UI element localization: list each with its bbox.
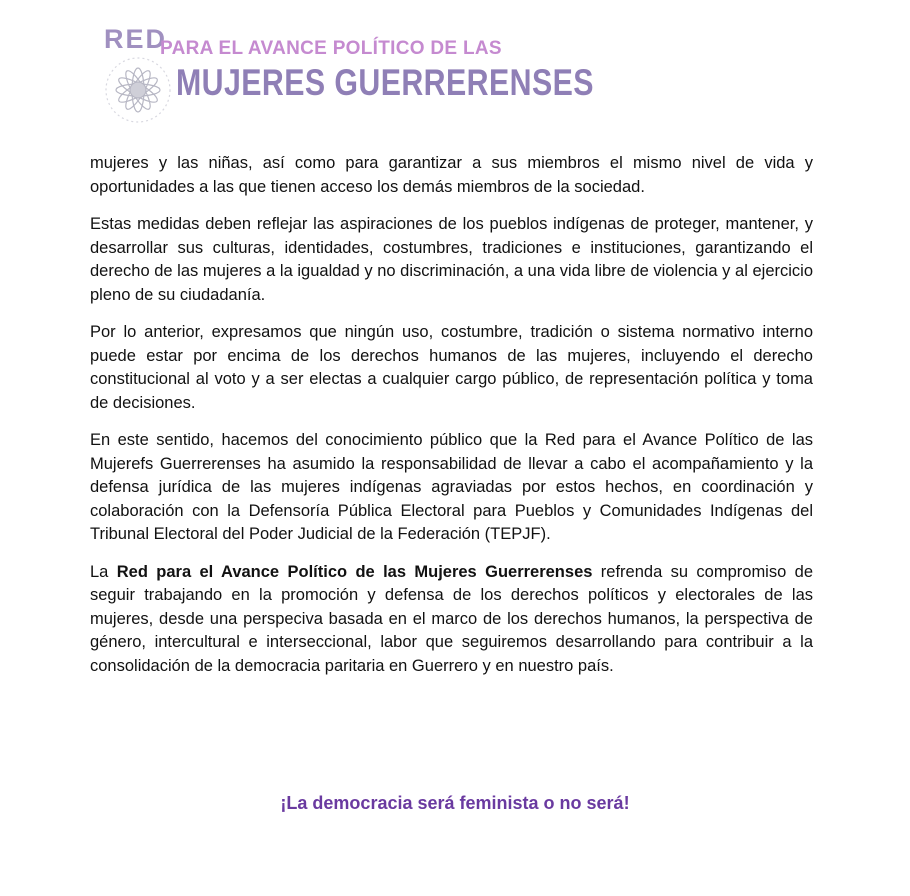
paragraph-3: Por lo anterior, expresamos que ningún uso, costumbre, tradición o sistema normativo interno puede estar por encima de los derechos humanos de las mujeres, incluyendo el derecho constitucional al voto y a ser electas a cualquier cargo público, de representación política y toma de decisiones. xyxy=(90,323,813,412)
closing-slogan: ¡La democracia será feminista o no será! xyxy=(280,793,630,813)
logo-line2: MUJERES GUERRERENSES xyxy=(176,62,594,103)
document-body xyxy=(90,152,813,692)
paragraph-1: mujeres y las niñas, así como para garantizar a sus miembros el mismo nivel de vida y oportunidades a las que tienen acceso los demás miembros de la sociedad. xyxy=(90,154,813,196)
logo-line1: PARA EL AVANCE POLÍTICO DE LAS xyxy=(160,38,502,59)
paragraph-2: Estas medidas deben reflejar las aspiraciones de los pueblos indígenas de proteger, mantener, y desarrollar sus culturas, identidades, costumbres, tradiciones e instituciones, garantizando el derecho de las mujeres a la igualdad y no discriminación, a una vida libre de violencia y al ejercicio pleno de su ciudadanía. xyxy=(90,215,813,304)
flower-logo-icon xyxy=(98,52,176,128)
letterhead xyxy=(96,22,594,132)
paragraph-5 xyxy=(90,561,813,679)
paragraph-4: En este sentido, hacemos del conocimiento público que la Red para el Avance Político de las Mujerefs Guerrerenses ha asumido la responsabilidad de llevar a cabo el acompañamiento y la defensa jurídica de las mujeres indígenas agraviadas por estos hechos, en coordinación y colaboración con la Defensoría Pública Electoral para Pueblos y Comunidades Indígenas del Tribunal Electoral del Poder Judicial de la Federación (TEPJF). xyxy=(90,431,813,543)
paragraph-5-text: refrenda su compromiso de seguir trabajando en la promoción y defensa de los derechos políticos y electorales de las mujeres, desde una perspeciva basada en el marco de los derechos humanos, la perspectiva de género, intercultural e interseccional, labor que seguiremos desarrollando para contribuir a la consolidación de la democracia paritaria en Guerrero y en nuestro país. xyxy=(90,562,813,675)
logo-red-text: RED xyxy=(104,24,168,54)
paragraph-5-prefix: La xyxy=(90,562,117,581)
organization-name: Red para el Avance Político de las Mujeres Guerrerenses xyxy=(116,562,593,581)
